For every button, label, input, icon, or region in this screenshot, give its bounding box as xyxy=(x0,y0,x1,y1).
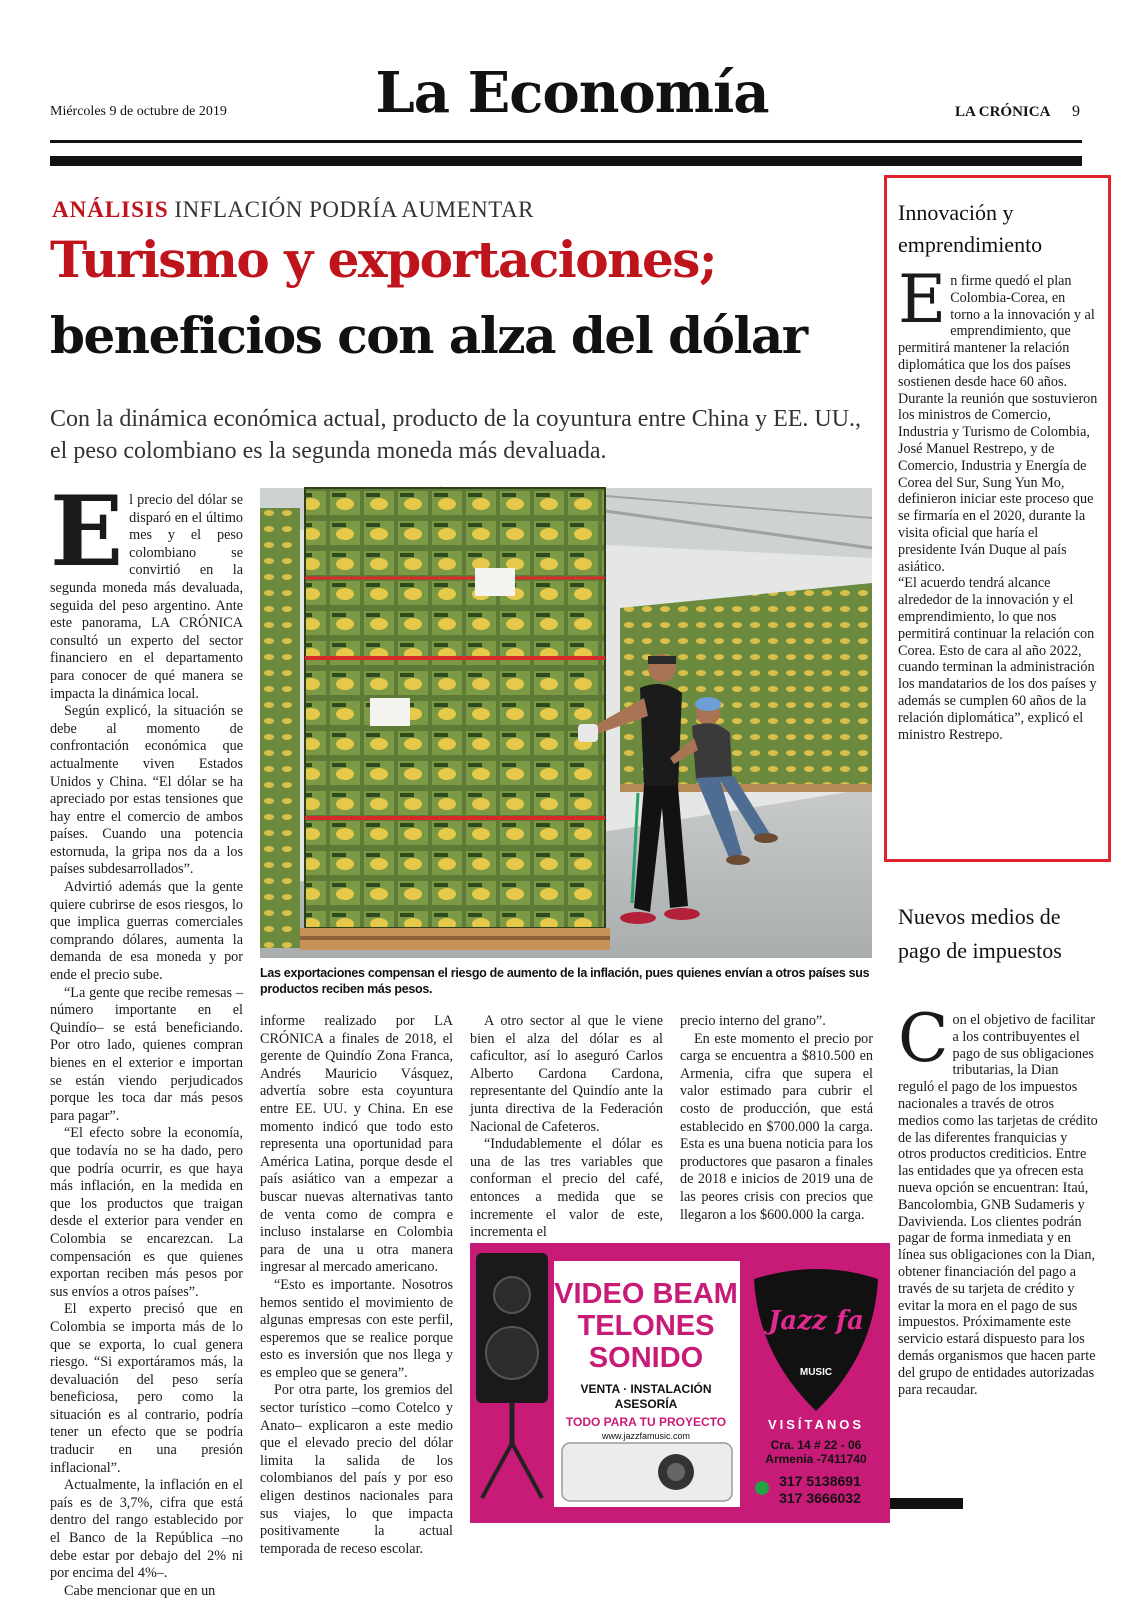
ad-line-1: VIDEO BEAM xyxy=(554,1278,738,1310)
article-kicker xyxy=(52,197,534,223)
paragraph: Según explicó, la situación se debe al momento de confrontación económica que actualmente viven Estados Unidos y China. “El dólar se ha apreciado por estas tensiones que hay entre el comercio de ambos países. Cuando una potencia estornuda, la gripa nos da a los países subdesarrollados”. xyxy=(50,703,243,878)
ad-line-2: TELONES xyxy=(577,1310,715,1342)
masthead-rule-thin xyxy=(50,140,1082,143)
paragraph: A otro sector al que le viene bien el alza del dólar es al caficultor, así lo aseguró Carlos Alberto Cardona Cardona, representante del Quindío ante la junta directiva de la Federación Nacional de Cafeteros. xyxy=(470,1013,663,1135)
paragraph: precio interno del grano”. xyxy=(680,1013,826,1029)
logo-text: Jazz fa xyxy=(768,1306,864,1336)
article-column-1 xyxy=(50,475,243,1600)
paragraph: El experto precisó que en Colombia se importa más de lo que se exporta, lo cual genera riesgo. “Si exportáramos más, la devaluación del peso sería beneficiosa, pero como la situación es al contrario, podría tener un efecto que se podría traducir en una presión inflacional”. xyxy=(50,1301,243,1476)
ad-visit: VISÍTANOS xyxy=(767,1417,865,1432)
article-deck: Con la dinámica económica actual, producto de la coyuntura entre China y EE. UU., el peso colombiano es la segunda moneda más devaluada. xyxy=(50,406,862,464)
paragraph: “Esto es importante. Nosotros hemos sentido el movimiento de algunas empresas con este perfil, esperemos que se realice porque esto es inversión que nos llega y es empleo que se genera”. xyxy=(260,1276,453,1381)
projector-icon xyxy=(562,1443,732,1501)
paragraph: “El efecto sobre la economía, que todavía no se ha dado, pero que podría ocurrir, es que haya más inflación, en la medida en que los productos que traigan desde el exterior para vender en Colombia se encarezcan. La compensación es que quienes exportan reciben más pesos por sus envíos a otros países”. xyxy=(50,1125,243,1300)
end-rule xyxy=(890,1498,963,1509)
section-title: La Economía xyxy=(375,60,769,126)
paragraph: Por otra parte, los gremios del sector turístico –como Cotelco y Anato– explicaron a este medio que el elevado precio del dólar limita la salida de los colombianos del país y por eso eligen destinos nacionales para sus viajes, lo que impacta positivamente la actual temporada de receso escolar. xyxy=(260,1382,453,1557)
masthead-rule-thick xyxy=(50,156,1082,166)
paragraph: En este momento el precio por carga se encuentra a $810.500 en Armenia, cifra que supera el valor estimado para cubrir el costo de producción, que está establecido en $700.000 la carga. Esta es una buena noticia para los productores que pasaron a finales de 2018 e inicios de 2019 una de las peores crisis con precios que llegaron a los $600.000 la carga. xyxy=(680,1030,873,1223)
whatsapp-icon xyxy=(755,1481,769,1495)
dropcap: E xyxy=(898,261,947,338)
warehouse-photo xyxy=(260,488,872,958)
article-column-4 xyxy=(680,1013,873,1224)
dropcap: E xyxy=(50,475,124,588)
newspaper-brand: LA CRÓNICA xyxy=(955,104,1051,120)
headline-line-1: Turismo y exportaciones; xyxy=(50,230,716,289)
dropcap: C xyxy=(898,1000,949,1077)
page-number: 9 xyxy=(1072,103,1080,120)
paragraph: Actualmente, la inflación en el país es de 3,7%, cifra que está dentro del rango establecido por el Banco de la República –no debe estar por debajo del 2% ni por encima del 4%–. xyxy=(50,1477,243,1582)
advertisement xyxy=(470,1243,890,1523)
paragraph: Cabe mencionar que en un xyxy=(64,1582,216,1599)
paragraph: “La gente que recibe remesas –número importante en el Quindío– se está beneficiando. Por otro lado, quienes compran bienes en el exterior e importan se están viendo perjudicados porque les toca dar más pesos para pagar”. xyxy=(50,984,243,1124)
paragraph: informe realizado por LA CRÓNICA a finales de 2018, el gerente de Quindío Zona Franca, Andrés Mauricio Vásquez, advertía sobre esta coyuntura entre EE. UU. y China. En ese momento indicó que todo esto representa una oportunidad para América Latina, porque desde el país asiático van a empezar a buscar nuevas alternativas tanto de venta como de compra e incluso instalarse en Colombia para de una u otra manera ingresar al mercado americano. xyxy=(260,1013,453,1276)
paragraph: Advirtió además que la gente quiere cubrirse de esos riesgos, lo que implica guerras comerciales comprando dólares, aumenta la demanda de esa moneda y por ende el precio sube. xyxy=(50,879,243,984)
paragraph: l precio del dólar se disparó en el último mes y el peso colombiano se convirtió en la segunda moneda más devaluada, seguida del peso argentino. Ante este panorama, LA CRÓNICA consultó un experto del sector financiero en el departamento para conocer de qué manera se impacta la dinámica local. xyxy=(50,492,243,702)
article-column-3 xyxy=(470,1013,663,1242)
paragraph: on el objetivo de facilitar a los contribuyentes el pago de sus obligaciones tributarias, la Dian reguló el pago de los impuestos nacionales a través de otros medios como las tarjetas de crédito de las diferentes franquicias y otros productos crediticios. Entre las entidades que ya ofrecen esta nueva opción se encuentran: Itaú, Bancolombia, GNB Sudameris y Davivienda. Los clientes podrán pagar de forma inmediata y en línea sus obligaciones con la Dian, obtener financiación del pago a través de su tarjeta de crédito y evitar la mora en el pago de sus impuestos. Próximamente este servicio estará dispuesto para los demás organismos que hacen parte del grupo de entidades autorizadas para recaudar. xyxy=(898,1012,1098,1398)
ad-services-1: VENTA · INSTALACIÓN xyxy=(580,1382,712,1396)
issue-date: Miércoles 9 de octubre de 2019 xyxy=(50,104,227,119)
ad-address-1: Cra. 14 # 22 - 06 xyxy=(770,1438,862,1452)
headline-line-2: beneficios con alza del dólar xyxy=(50,306,807,365)
kicker-label: ANÁLISIS xyxy=(52,197,169,222)
ad-services-2: ASESORÍA xyxy=(614,1397,678,1411)
article-column-2 xyxy=(260,1013,453,1558)
ad-artwork xyxy=(470,1243,890,1523)
kicker-text: INFLACIÓN PODRÍA AUMENTAR xyxy=(174,197,534,222)
paragraph: “El acuerdo tendrá alcance alrededor de la innovación y el emprendimiento, lo que nos permitirá continuar la relación con Corea. Esto de cara al año 2022, cuando terminan la administración los mandatarios de los dos países y además se cumplen 60 años de la relación diplomática”, explicó el ministro Restrepo. xyxy=(898,575,1097,743)
logo-subtext: MUSIC xyxy=(799,1367,833,1378)
ad-website: www.jazzfamusic.com xyxy=(601,1431,691,1441)
ad-slogan: TODO PARA TU PROYECTO xyxy=(565,1415,727,1429)
sidebar-2-title: Nuevos medios de pago de impuestos xyxy=(898,904,1062,963)
sidebar-title: Innovación y emprendimiento xyxy=(898,200,1043,257)
sidebar-2-body xyxy=(898,1000,1098,1398)
ad-address-2: Armenia -7411740 xyxy=(765,1452,867,1466)
ad-line-3: SONIDO xyxy=(588,1342,704,1374)
warehouse-photo-illustration xyxy=(260,488,872,958)
sidebar-body xyxy=(898,261,1098,743)
ad-phone-1: 317 5138691 xyxy=(779,1473,861,1489)
ad-phone-2: 317 3666032 xyxy=(779,1490,861,1506)
photo-caption: Las exportaciones compensan el riesgo de aumento de la inflación, pues quienes envían a otros países sus productos reciben más pesos. xyxy=(260,966,870,996)
paragraph: n firme quedó el plan Colombia-Corea, en torno a la innovación y al emprendimiento, que permitirá mantener la relación diplomática que los dos países sostienen desde hace 60 años. Durante la reunión que sostuvieron los ministros de Comercio, Industria y Turismo de Colombia, José Manuel Restrepo, y de Comercio, Industria y Energía de Corea del Sur, Sung Yun Mo, definieron iniciar este proceso que se firmaría en el 2020, durante la visita oficial que haría el presidente Iván Duque al país asiático. xyxy=(898,273,1098,575)
paragraph: “Indudablemente el dólar es una de las tres variables que conforman el precio del café, entonces a medida que se incremente el valor de este, incrementa el xyxy=(470,1136,663,1241)
